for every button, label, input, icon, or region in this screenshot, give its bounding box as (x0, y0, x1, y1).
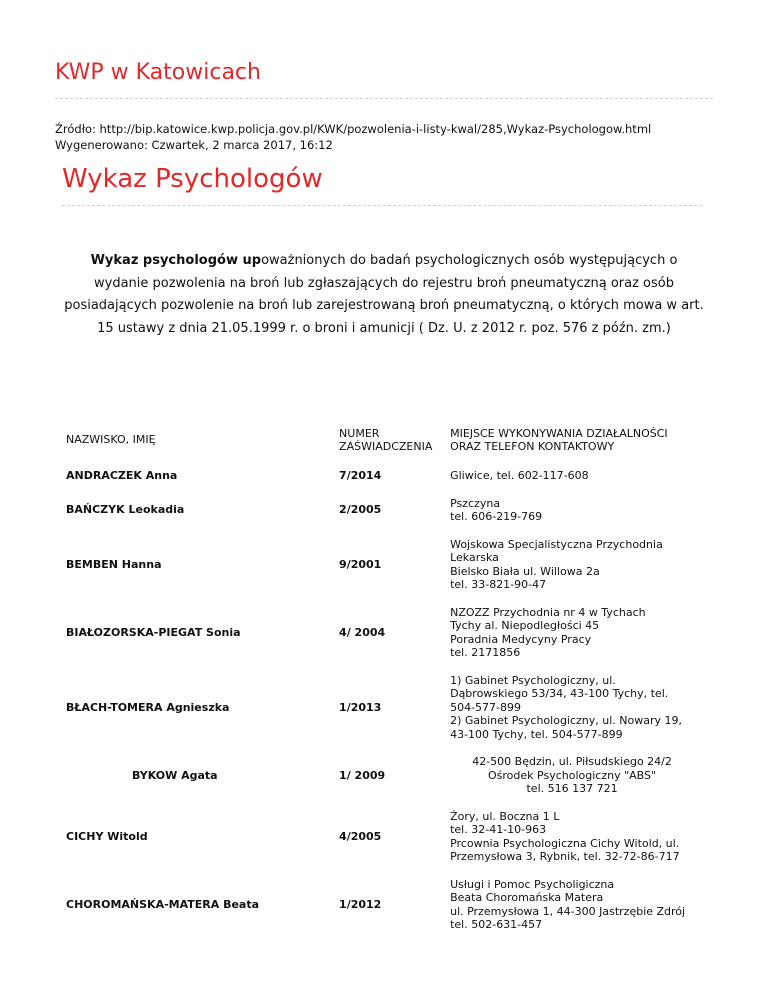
intro-bold-text: Wykaz psychologów up (90, 253, 262, 268)
source-line: Źródło: http://bip.katowice.kwp.policja.gov.pl/KWK/pozwolenia-i-listy-kwal/285,Wykaz-Psychologow.html (55, 122, 652, 136)
psychologist-name: BAŃCZYK Leokadia (66, 503, 185, 517)
intro-paragraph (62, 250, 706, 340)
title-divider (62, 205, 702, 206)
psychologist-name: CHOROMAŃSKA-MATERA Beata (66, 897, 260, 911)
psychologist-name: BŁACH-TOMERA Agnieszka (66, 700, 230, 714)
certificate-number: 1/ 2009 (339, 768, 386, 782)
place-and-phone: Żory, ul. Boczna 1 L tel. 32-41-10-963 Prcownia Psychologiczna Cichy Witold, ul. Przemysłowa 3, Rybnik, tel. 32-72-86-717 (450, 809, 680, 863)
place-and-phone: Gliwice, tel. 602-117-608 (450, 469, 589, 482)
place-and-phone: NZOZZ Przychodnia nr 4 w Tychach Tychy al. Niepodległości 45 Poradnia Medycyny Pracy tel. 2171856 (450, 605, 646, 659)
table-row (60, 667, 700, 749)
psychologist-name: BEMBEN Hanna (66, 557, 162, 571)
psychologists-table (60, 418, 700, 939)
header-divider (55, 98, 713, 99)
table-row (60, 748, 700, 803)
place-and-phone: Pszczyna tel. 606-219-769 (450, 496, 543, 523)
place-and-phone: Wojskowa Specjalistyczna Przychodnia Lekarska Bielsko Biała ul. Willowa 2a tel. 33-821-90-47 (450, 537, 663, 591)
certificate-number: 4/ 2004 (339, 625, 386, 639)
certificate-number: 2/2005 (339, 503, 382, 517)
certificate-number: 1/2012 (339, 897, 382, 911)
certificate-number: 4/2005 (339, 829, 382, 843)
place-and-phone: 1) Gabinet Psychologiczny, ul. Dąbrowskiego 53/34, 43-100 Tychy, tel. 504-577-899 2) Gabinet Psychologiczny, ul. Nowary 19, 43-100 Tychy, tel. 504-577-899 (450, 673, 683, 741)
table-row (60, 599, 700, 667)
certificate-number: 9/2001 (339, 557, 382, 571)
psychologist-name: ANDRACZEK Anna (66, 469, 178, 482)
table-header-row (60, 418, 700, 462)
table-row (60, 803, 700, 871)
generated-line: Wygenerowano: Czwartek, 2 marca 2017, 16:12 (55, 138, 333, 152)
table-row (60, 871, 700, 939)
intro-text: oważnionych do badań psychologicznych osób występujących o wydanie pozwolenia na broń lub zgłaszających do rejestru broń pneumatyczną oraz osób posiadających pozwolenie na broń lub zarejestrowaną broń pneumatyczną, o których mowa w art. 15 ustawy z dnia 21.05.1999 r. o broni i amunicji ( Dz. U. z 2012 r. poz. 576 z późn. zm.) (64, 253, 704, 336)
site-title: KWP w Katowicach (55, 60, 261, 85)
header-place: MIEJSCE WYKONYWANIA DZIAŁALNOŚCI ORAZ TELEFON KONTAKTOWY (450, 426, 668, 453)
certificate-number: 7/2014 (339, 469, 382, 482)
header-name: NAZWISKO, IMIĘ (66, 433, 156, 447)
psychologist-name: BIAŁOZORSKA-PIEGAT Sonia (66, 625, 241, 639)
table-row (60, 490, 700, 531)
place-and-phone: Usługi i Pomoc Psycholigiczna Beata Choromańska Matera ul. Przemysłowa 1, 44-300 Jastrzębie Zdrój tel. 502-631-457 (450, 877, 686, 931)
header-number: NUMER ZAŚWIADCZENIA (339, 426, 433, 453)
page-title: Wykaz Psychologów (62, 164, 323, 194)
psychologist-name: BYKOW Agata (132, 768, 218, 782)
psychologist-name: CICHY Witold (66, 829, 148, 843)
table-row (60, 531, 700, 599)
certificate-number: 1/2013 (339, 700, 382, 714)
table-row (60, 462, 700, 490)
place-and-phone: 42-500 Będzin, ul. Piłsudskiego 24/2 Ośrodek Psychologiczny "ABS" tel. 516 137 721 (472, 755, 672, 795)
